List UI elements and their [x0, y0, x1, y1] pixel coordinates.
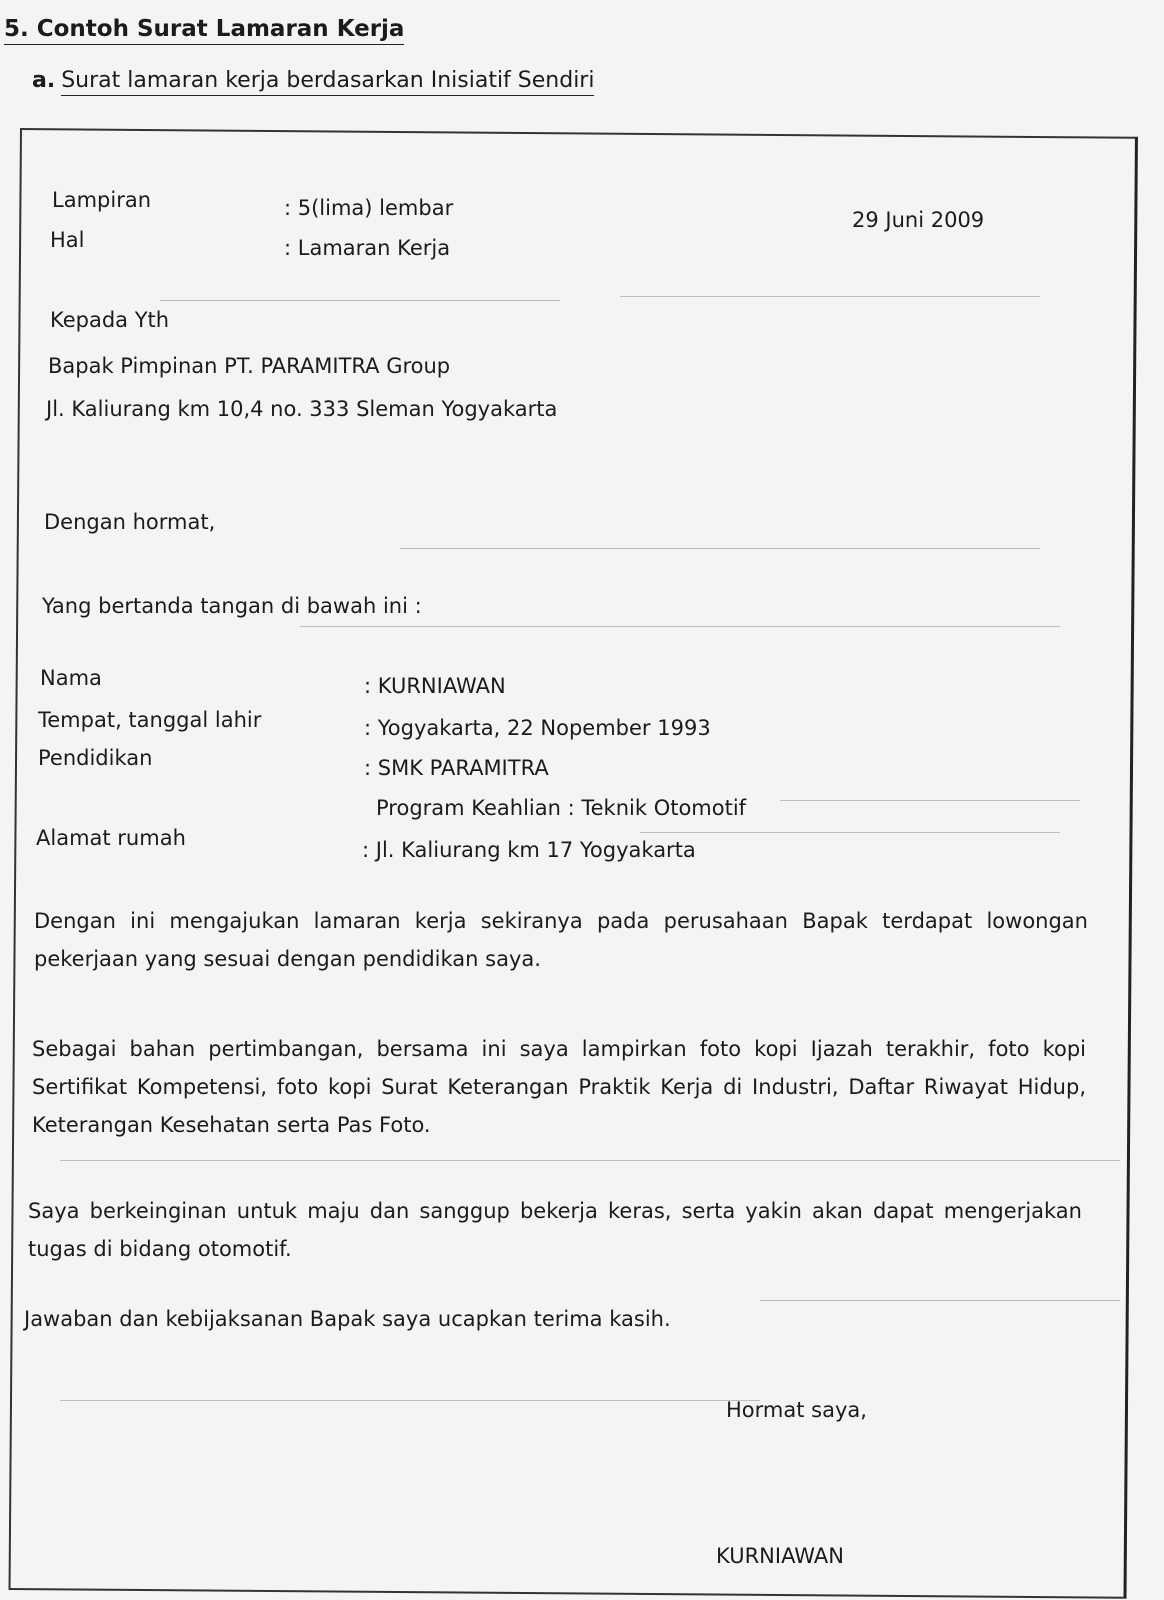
- hal-label: Hal: [50, 228, 85, 252]
- field-alamat-label: Alamat rumah: [36, 826, 186, 850]
- sub-heading-title: Surat lamaran kerja berdasarkan Inisiatif Sendiri: [61, 68, 594, 96]
- sub-heading-label: a.: [32, 68, 56, 93]
- section-heading: 5. Contoh Surat Lamaran Kerja: [4, 16, 404, 45]
- sign-off: Hormat saya,: [726, 1398, 867, 1422]
- paragraph-2: Sebagai bahan pertimbangan, bersama ini saya lampirkan foto kopi Ijazah terakhir, foto kopi Sertifikat Kompetensi, foto kopi Surat Keterangan Praktik Kerja di Industri, Daftar Riwayat Hidup, Keterangan Kesehatan serta Pas Foto.: [32, 1037, 1086, 1137]
- recipient-line-2: Bapak Pimpinan PT. PARAMITRA Group: [48, 354, 451, 378]
- recipient-line-3: Jl. Kaliurang km 10,4 no. 333 Sleman Yogyakarta: [46, 397, 558, 421]
- paragraph-3: Saya berkeinginan untuk maju dan sanggup bekerja keras, serta yakin akan dapat mengerjakan tugas di bidang otomotif.: [28, 1199, 1082, 1261]
- lampiran-label: Lampiran: [52, 188, 152, 212]
- field-ttl-value: : Yogyakarta, 22 Nopember 1993: [364, 716, 711, 740]
- field-ttl-label: Tempat, tanggal lahir: [38, 708, 262, 732]
- letter-frame: [9, 128, 1138, 1599]
- field-pendidikan-label: Pendidikan: [38, 746, 153, 770]
- field-nama-value: : KURNIAWAN: [364, 674, 506, 698]
- field-nama-label: Nama: [40, 666, 102, 690]
- field-alamat-value: : Jl. Kaliurang km 17 Yogyakarta: [362, 838, 696, 862]
- recipient-line-1: Kepada Yth: [50, 308, 170, 332]
- field-pendidikan-value: : SMK PARAMITRA: [364, 756, 549, 780]
- sub-heading: [32, 68, 594, 93]
- greeting: Dengan hormat,: [44, 510, 216, 534]
- signature-name: KURNIAWAN: [716, 1544, 844, 1568]
- field-program-value: Program Keahlian : Teknik Otomotif: [376, 796, 747, 820]
- intro-line: Yang bertanda tangan di bawah ini :: [42, 594, 422, 618]
- lampiran-value: : 5(lima) lembar: [284, 196, 454, 220]
- hal-value: : Lamaran Kerja: [284, 236, 451, 260]
- letter-date: 29 Juni 2009: [852, 208, 985, 232]
- closing-line: Jawaban dan kebijaksanan Bapak saya ucapkan terima kasih.: [24, 1307, 671, 1331]
- paragraph-1: Dengan ini mengajukan lamaran kerja sekiranya pada perusahaan Bapak terdapat lowongan pekerjaan yang sesuai dengan pendidikan saya.: [34, 909, 1088, 971]
